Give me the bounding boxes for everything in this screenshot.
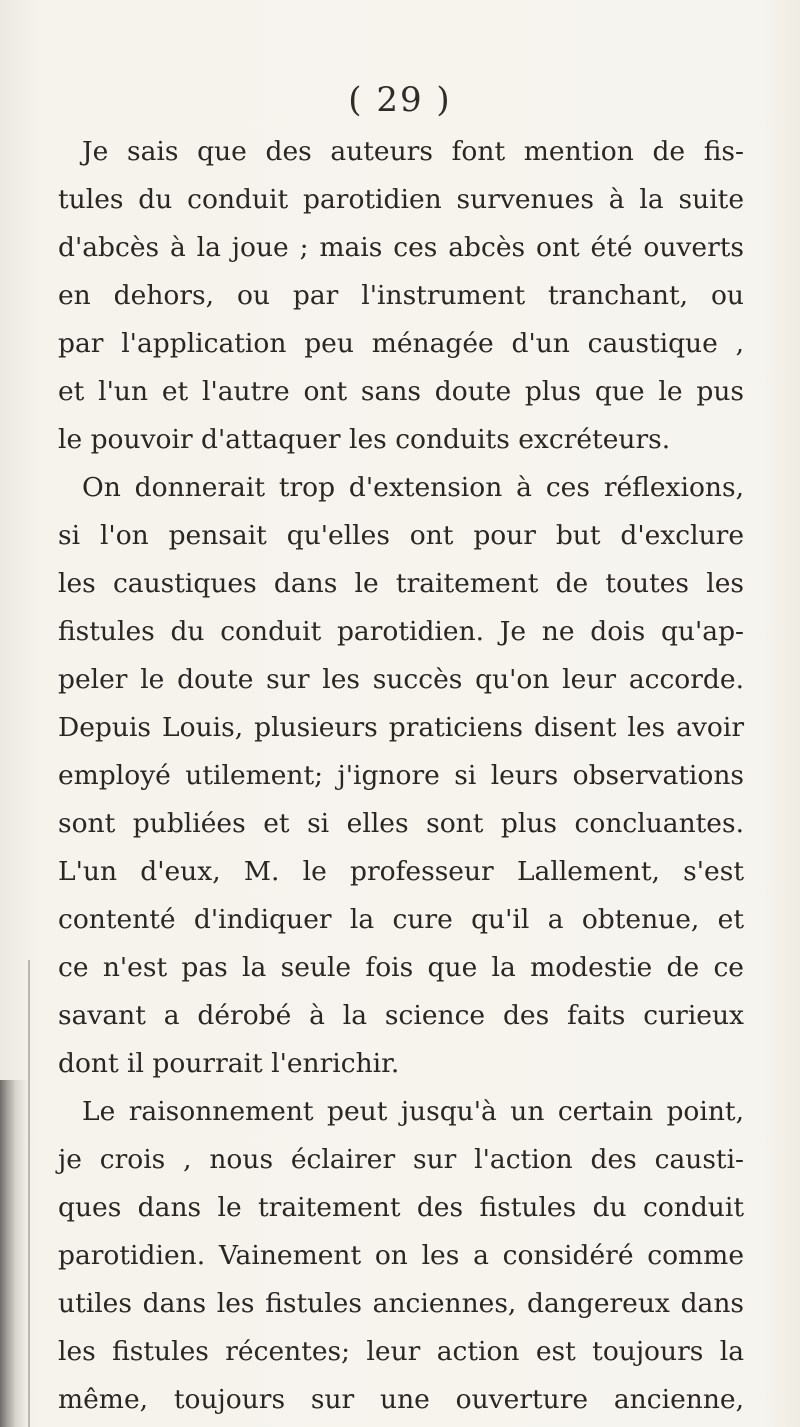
binding-edge (28, 960, 30, 1427)
text-line: même, toujours sur une ouverture ancienne, (58, 1384, 744, 1415)
text-line: peler le doute sur les succès qu'on leur accorde. (58, 664, 744, 695)
text-line: employé utilement; j'ignore si leurs observations (58, 760, 744, 791)
binding-shadow (0, 1080, 28, 1427)
text-line: les caustiques dans le traitement de toutes les (58, 568, 744, 599)
text-line: Le raisonnement peut jusqu'à un certain point, (82, 1096, 744, 1127)
text-line: sont publiées et si elles sont plus concluantes. (58, 808, 744, 839)
text-line: je crois , nous éclairer sur l'action des causti- (58, 1144, 744, 1175)
text-line: et l'un et l'autre ont sans doute plus que le pus (58, 376, 744, 407)
text-line: Je sais que des auteurs font mention de fis- (82, 136, 744, 167)
text-line: fistules du conduit parotidien. Je ne dois qu'ap- (58, 616, 744, 647)
text-line: savant a dérobé à la science des faits curieux (58, 1000, 744, 1031)
text-line: On donnerait trop d'extension à ces réflexions, (82, 472, 744, 503)
text-line: contenté d'indiquer la cure qu'il a obtenue, et (58, 904, 744, 935)
text-line: parotidien. Vainement on les a considéré comme (58, 1240, 744, 1271)
text-line: d'abcès à la joue ; mais ces abcès ont été ouverts (58, 232, 744, 263)
text-line: Depuis Louis, plusieurs praticiens disent les avoir (58, 712, 744, 743)
text-line: ques dans le traitement des fistules du conduit (58, 1192, 744, 1223)
text-line: les fistules récentes; leur action est toujours la (58, 1336, 744, 1367)
text-line: le pouvoir d'attaquer les conduits excréteurs. (58, 424, 671, 455)
text-line: en dehors, ou par l'instrument tranchant, ou (58, 280, 744, 311)
text-line: tules du conduit parotidien survenues à la suite (58, 184, 744, 215)
text-line: dont il pourrait l'enrichir. (58, 1048, 400, 1079)
text-line: utiles dans les fistules anciennes, dangereux dans (58, 1288, 744, 1319)
text-line: ce n'est pas la seule fois que la modestie de ce (58, 952, 744, 983)
text-line: si l'on pensait qu'elles ont pour but d'exclure (58, 520, 744, 551)
text-line: L'un d'eux, M. le professeur Lallement, s'est (58, 856, 744, 887)
page-number: ( 29 ) (348, 80, 452, 120)
text-line: par l'application peu ménagée d'un caustique , (58, 328, 744, 359)
body-text (58, 128, 744, 1424)
